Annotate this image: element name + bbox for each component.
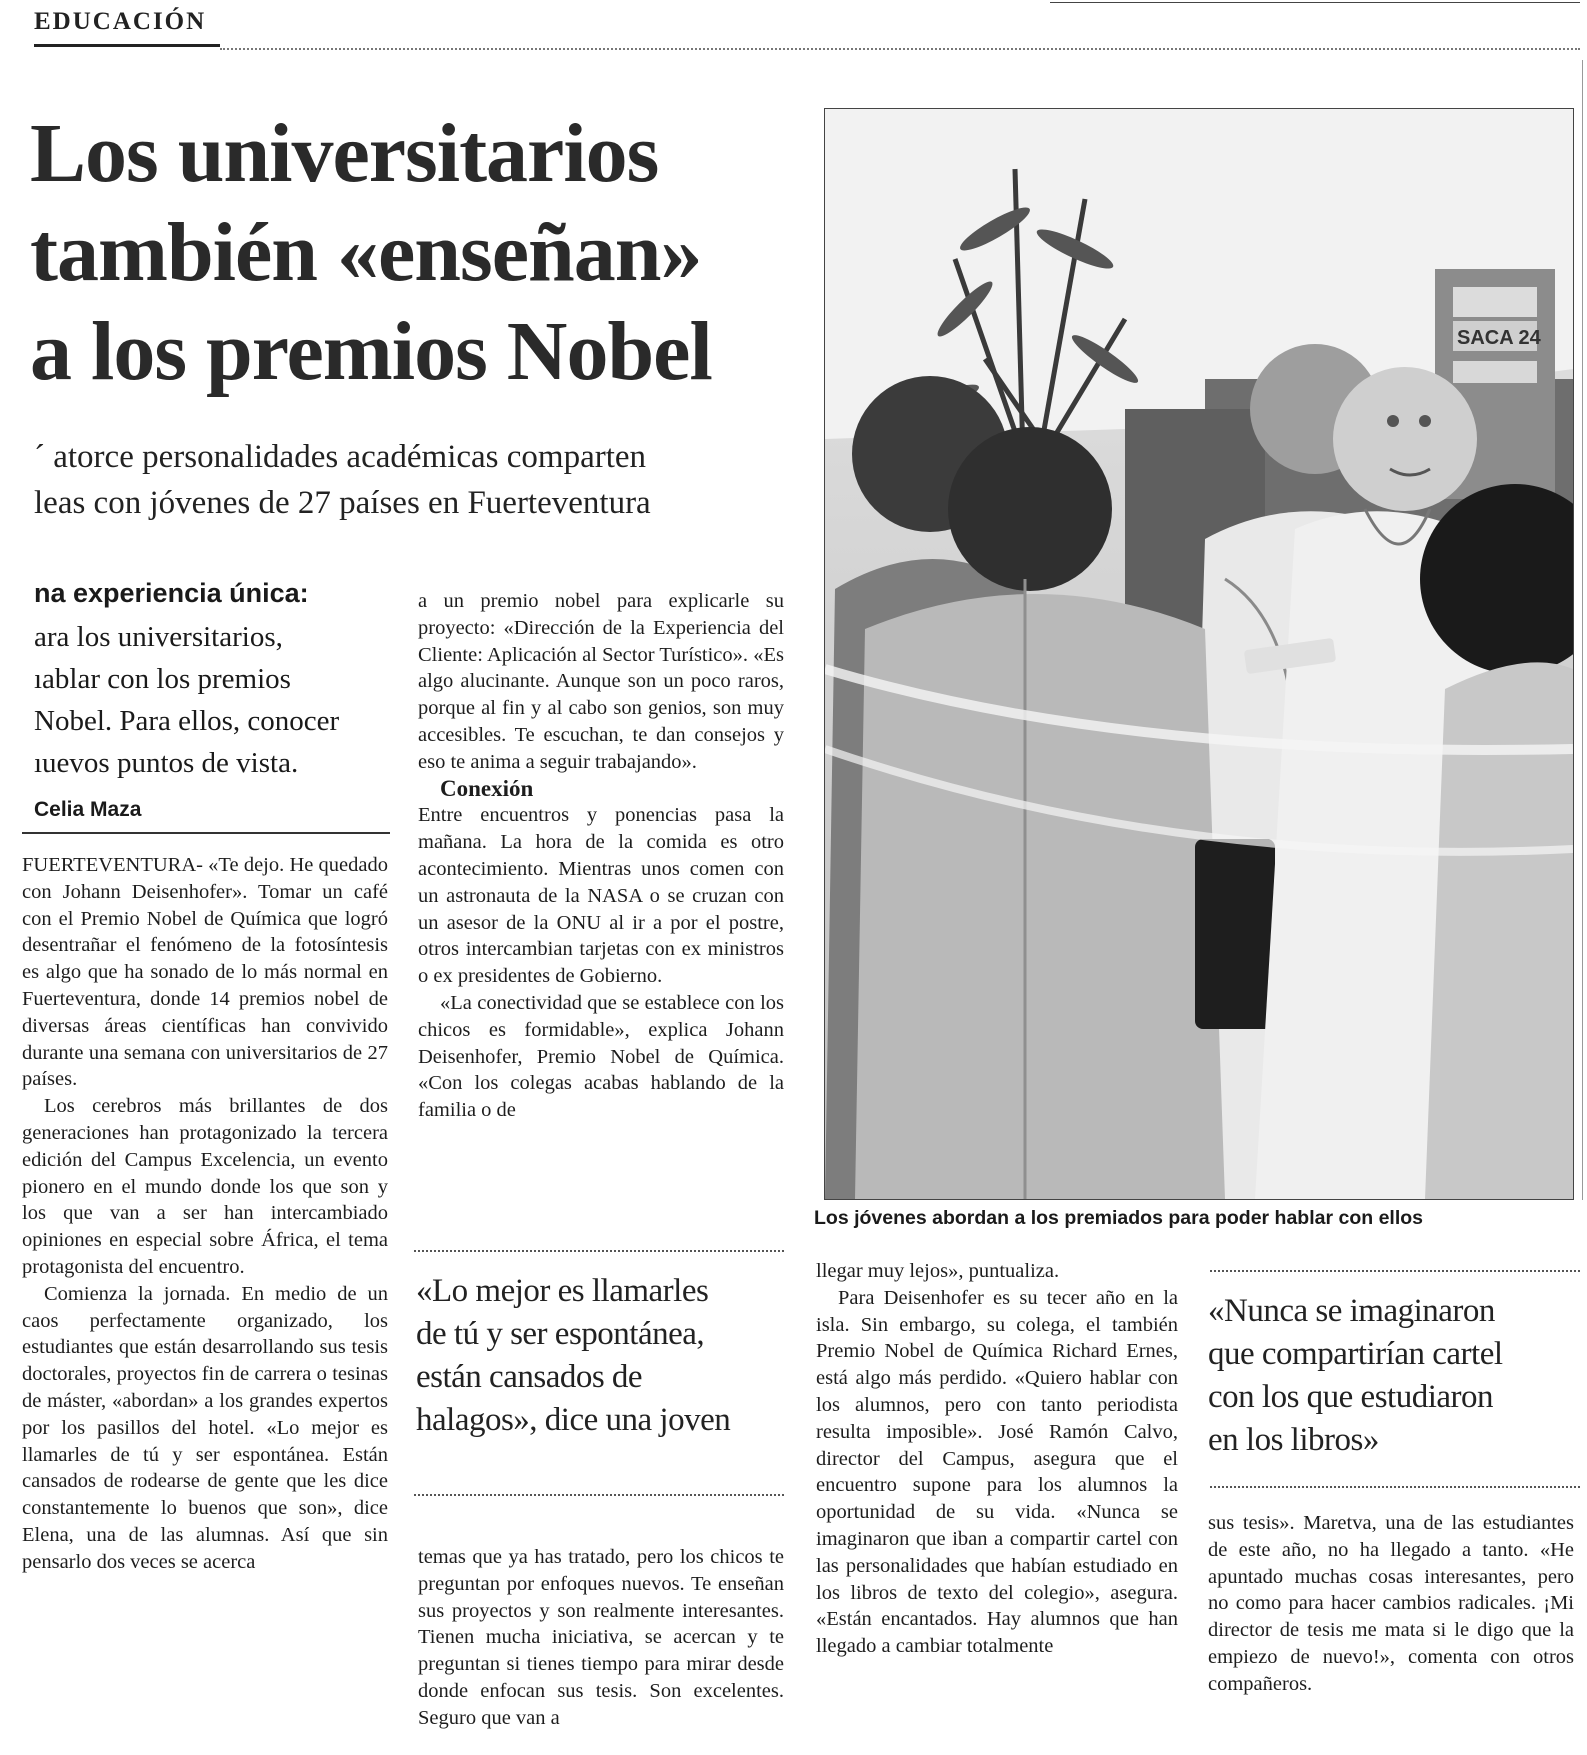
pull-quote-2 [1208, 1290, 1578, 1462]
byline: Celia Maza [34, 798, 142, 821]
section-underline [34, 44, 220, 47]
section-subtitle: Conexión [440, 775, 534, 801]
paragraph: «La conectividad que se establece con los chicos es formidable», explica Johann Deisenhofer, Premio Nobel de Química. «Con los colegas acabas hablando de la familia o de [418, 991, 784, 1122]
paragraph: temas que ya has tratado, pero los chicos te preguntan por enfoques nuevos. Te enseñan sus proyectos y son realmente interesantes. Tienen mucha iniciativa, se acercan y te preguntan si tienes tiempo para mirar desde donde enfocan sus tesis. Son excelentes. Seguro que van a [418, 1546, 784, 1729]
headline [30, 104, 800, 401]
pull-quote-line: «Nunca se imaginaron [1208, 1293, 1495, 1329]
pull-quote-line: en los libros» [1208, 1422, 1379, 1458]
paragraph: Entre encuentros y ponencias pasa la mañana. La hora de la comida es otro acontecimiento. Mientras unos comen con un astronauta de la NASA o se cruzan con un asesor de la ONU al ir a por el postre, otros intercambian tarjetas con ex ministros o ex presidentes de Gobierno. [418, 804, 784, 988]
article-column-4 [1208, 1510, 1574, 1698]
lead-line: Nobel. Para ellos, conocer [34, 705, 340, 737]
pull-quote-1 [416, 1270, 786, 1442]
top-border-line [1050, 2, 1580, 3]
photo-illustration [825, 109, 1573, 1199]
photo-caption: Los jóvenes abordan a los premiados para poder hablar con ellos [814, 1207, 1424, 1229]
headline-line: también «enseñan» [30, 206, 702, 299]
article-column-2-continued [418, 1544, 784, 1732]
pull-quote-line: con los que estudiaron [1208, 1379, 1494, 1415]
pull-quote-line: de tú y ser espontánea, [416, 1316, 705, 1352]
lead-title: na experiencia única: [34, 578, 309, 608]
lead-line: ıuevos puntos de vista. [34, 747, 299, 779]
headline-line: a los premios Nobel [30, 305, 712, 398]
paragraph: a un premio nobel para explicarle su proyecto: «Dirección de la Experiencia del Cliente: Aplicación al Sector Turístico». «Es algo alucinante. Aunque son un poco raros, porque al fin y al cabo son genios, son muy accesibles. Te escuchan, te dan consejos y eso te anima a seguir trabajando». [418, 590, 784, 773]
photo-frame-line [1582, 60, 1583, 1200]
sign-text: SACA 24 [1457, 327, 1541, 349]
pull-quote-line: halagos», dice una joven [416, 1402, 731, 1438]
lead-line: ıablar con los premios [34, 663, 291, 695]
subhead-line: leas con jóvenes de 27 países en Fuerteventura [34, 485, 651, 521]
paragraph: FUERTEVENTURA- «Te dejo. He quedado con Johann Deisenhofer». Tomar un café con el Premio Nobel de Química que logró desentrañar el fenómeno de la fotosíntesis es algo que ha sonado de lo más normal en Fuerteventura, donde 14 premios nobel de diversas áreas científicas han convivido durante una semana con universitarios de 27 países. [22, 854, 388, 1091]
pull-quote-line: «Lo mejor es llamarles [416, 1273, 709, 1309]
byline-rule [22, 832, 390, 834]
section-label: EDUCACIÓN [34, 8, 207, 35]
paragraph: Comienza la jornada. En medio de un caos perfectamente organizado, los estudiantes que están desarrollando sus tesis doctorales, proyectos fin de carrera o tesinas de máster, «abordan» a los grandes expertos por los pasillos del hotel. «Lo mejor es llamarles de tú y ser espontánea. Están cansados de rodearse de gente que les dice constantemente lo buenos que son», dice Elena, una de las alumnas. Así que sin pensarlo dos veces se acerca [22, 1282, 388, 1573]
article-column-3 [816, 1258, 1178, 1660]
paragraph: Los cerebros más brillantes de dos generaciones han protagonizado la tercera edición del Campus Excelencia, un evento pionero en el mundo donde los que son y los que van a ser han intercambiado opiniones en especial sobre África, el tema protagonista del encuentro. [22, 1095, 388, 1278]
paragraph: Para Deisenhofer es su tecer año en la isla. Sin embargo, su colega, el también Premio Nobel de Química Richard Ernes, está algo más perdido. «Quiero hablar con los alumnos, pero con tanto periodista resulta imposible». José Ramón Calvo, director del Campus, asegura que el encuentro supone para los alumnos la oportunidad de su vida. «Nunca se imaginaron que iban a compartir cartel con las personalidades que habían estudiado en los libros de texto del colegio», asegura. «Están encantados. Hay alumnos que han llegado a cambiar totalmente [816, 1286, 1178, 1658]
pull-quote-line: que compartirían cartel [1208, 1336, 1503, 1372]
subhead-line: ´ atorce personalidades académicas comparten [34, 439, 647, 475]
pull-quote-rule [1210, 1270, 1580, 1272]
top-dotted-rule [220, 48, 1580, 50]
paragraph: sus tesis». Maretva, una de las estudiantes de este año, no ha llegado a tanto. «He apuntado muchas cosas interesantes, pero no como para hacer cambios radicales. ¡Mi director de tesis me mata si le digo que la empiezo de nuevo!», comenta con otros compañeros. [1208, 1512, 1574, 1695]
article-column-2 [418, 588, 784, 1124]
lead-text [34, 616, 414, 784]
pull-quote-rule [1210, 1486, 1580, 1488]
news-photo [824, 108, 1574, 1200]
pull-quote-rule [414, 1494, 784, 1496]
headline-line: Los universitarios [30, 107, 659, 200]
lead-line: ara los universitarios, [34, 621, 283, 653]
pull-quote-line: están cansados de [416, 1359, 643, 1395]
article-column-1 [22, 852, 388, 1576]
paragraph: llegar muy lejos», puntualiza. [816, 1260, 1060, 1282]
pull-quote-rule [414, 1250, 784, 1252]
subheadline [34, 434, 804, 526]
